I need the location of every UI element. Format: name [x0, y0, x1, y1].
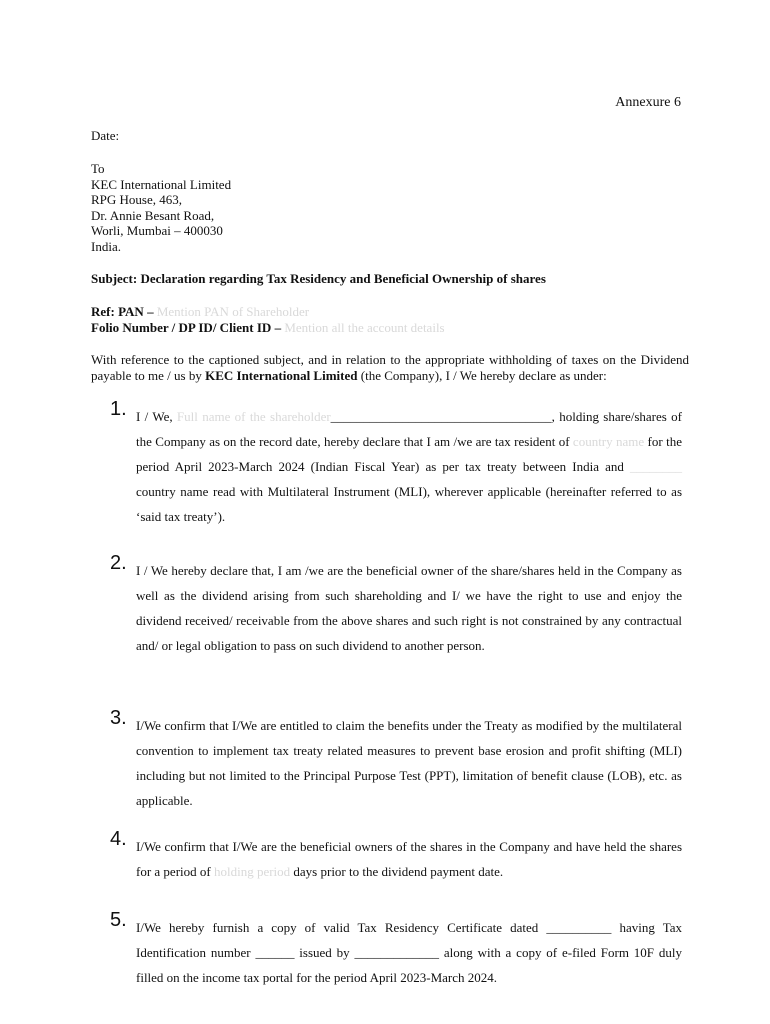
folio-row	[91, 320, 445, 336]
item-1-text-d: country name read with Multilateral Instrument (MLI), wherever applicable (hereinafter referred to as ‘said tax treaty’).	[136, 484, 682, 524]
address-line-3: Worli, Mumbai – 400030	[91, 223, 223, 239]
intro-company: KEC International Limited	[205, 368, 358, 383]
pan-placeholder[interactable]: Mention PAN of Shareholder	[156, 304, 310, 319]
declaration-item-5	[110, 909, 682, 990]
address-company: KEC International Limited	[91, 176, 232, 192]
item-1-text-b: __________________________________, holding share/shares of the Company as on the record date, hereby declare that I am /we are tax resident of	[136, 409, 682, 449]
item-text: I / We hereby declare that, I am /we are the beneficial owner of the share/shares held in the Company as well as the dividend arising from such shareholding and I/ we have the right to use and enjoy the dividend received/ receivable from the above shares and such right is not constrained by any contractual and/ or legal obligation to pass on such dividend to another person.	[136, 563, 682, 653]
pan-label: Ref: PAN –	[91, 304, 154, 319]
intro-text: With reference to the captioned subject, and in relation to the appropriate withholding of taxes on the Dividend payable to me / us by	[91, 352, 689, 383]
address-country: India.	[91, 238, 121, 254]
item-number: 1.	[110, 398, 127, 420]
item-number: 4.	[110, 828, 127, 850]
holding-period-placeholder[interactable]: holding period	[213, 864, 291, 879]
reference-block	[91, 304, 445, 336]
country-blank[interactable]: ________	[630, 459, 682, 474]
item-4-text-a: I/We confirm that I/We are the beneficial owners of the shares in the Company and have held the shares for a period of	[136, 839, 682, 879]
declaration-item-3	[110, 707, 682, 813]
item-text: I/We hereby furnish a copy of valid Tax Residency Certificate dated __________ having Tax Identification number ______ issued by _____________ along with a copy of e-filed Form 10F duly filled on the income tax portal for the period April 2023-March 2024.	[136, 920, 682, 985]
item-number: 2.	[110, 552, 127, 574]
pan-row	[91, 304, 445, 320]
item-number: 3.	[110, 707, 127, 729]
address-line-1: RPG House, 463,	[91, 192, 183, 208]
subject-line: Subject: Declaration regarding Tax Residency and Beneficial Ownership of shares	[91, 271, 546, 286]
item-1-text-c: for the period April 2023-March 2024 (Indian Fiscal Year) as per tax treaty between India and	[136, 434, 682, 474]
address-to: To	[91, 161, 105, 176]
annexure-label: Annexure 6	[615, 95, 681, 110]
intro-paragraph	[91, 352, 689, 384]
declaration-item-4	[110, 828, 682, 884]
declaration-item-1	[110, 398, 682, 529]
shareholder-name-placeholder[interactable]: Full name of the shareholder	[176, 409, 331, 424]
date-label: Date:	[91, 128, 120, 143]
folio-label: Folio Number / DP ID/ Client ID –	[91, 320, 282, 335]
intro-text-after: (the Company), I / We hereby declare as under:	[357, 368, 607, 383]
item-text	[136, 834, 682, 884]
addressee-block	[91, 161, 231, 255]
country-name-placeholder[interactable]: country name	[572, 434, 645, 449]
item-text: I/We confirm that I/We are entitled to claim the benefits under the Treaty as modified by the multilateral convention to implement tax treaty related measures to prevent base erosion and profit shifting (MLI) including but not limited to the Principal Purpose Test (PPT), limitation of benefit clause (LOB), etc. as applicable.	[136, 718, 682, 808]
declaration-item-2	[110, 552, 682, 658]
item-4-text-b: days prior to the dividend payment date.	[290, 864, 504, 879]
address-line-2: Dr. Annie Besant Road,	[91, 207, 215, 223]
item-1-text-a: I / We,	[136, 409, 177, 424]
item-text	[136, 404, 682, 529]
folio-placeholder[interactable]: Mention all the account details	[284, 320, 445, 335]
item-number: 5.	[110, 909, 127, 931]
